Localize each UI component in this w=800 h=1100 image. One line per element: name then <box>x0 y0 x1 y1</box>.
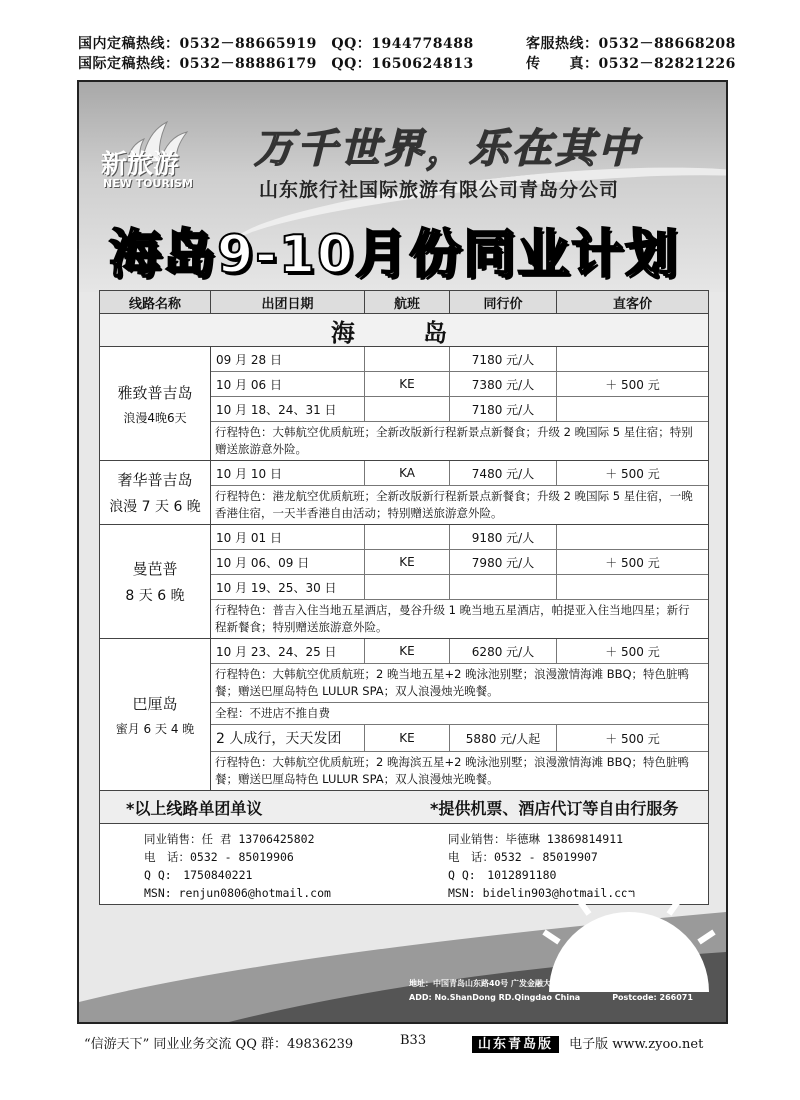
route-name <box>100 525 211 638</box>
price-cell: 7380 元/人 <box>450 372 557 396</box>
sales-phone: 电 话：0532 - 85019906 <box>144 850 294 864</box>
page-title: 海岛9-10月份同业计划 <box>109 225 680 285</box>
flight-cell <box>365 575 450 599</box>
date-cell: 10 月 06 日 <box>211 372 365 396</box>
route-duration: 蜜月 6 天 4 晚 <box>115 721 195 736</box>
tour-table <box>99 290 709 905</box>
route-duration: 浪漫4晚6天 <box>123 410 187 425</box>
date-cell: 09 月 28 日 <box>211 347 365 371</box>
note-left: *以上线路单团单议 <box>126 798 263 818</box>
sales-msn: MSN: bidelin903@hotmail.com <box>448 886 635 900</box>
tour-group <box>100 347 708 461</box>
table-row <box>211 575 708 600</box>
route-title: 奢华普吉岛 <box>117 471 193 489</box>
date-cell: 10 月 23、24、25 日 <box>211 639 365 663</box>
route-duration: 浪漫 7 天 6 晚 <box>109 499 201 515</box>
table-row <box>211 525 708 550</box>
price-cell: 5880 元/人起 <box>450 725 557 751</box>
footer-qq-group: “信游天下” 同业业务交流 QQ 群：49836239 <box>84 1037 354 1052</box>
sales-msn: MSN: renjun0806@hotmail.com <box>144 886 331 900</box>
international-hotline: 国际定稿热线：0532－88886179 QQ：1650624813 <box>78 56 474 72</box>
direct-price-cell: ＋ 500 元 <box>605 377 660 392</box>
table-row <box>211 550 708 575</box>
direct-price-cell <box>557 525 708 549</box>
price-cell: 7180 元/人 <box>450 347 557 371</box>
price-cell: 9180 元/人 <box>450 525 557 549</box>
note-right: *提供机票、酒店代订等自由行服务 <box>430 798 679 818</box>
sales-name: 同业销售：毕德琳 13869814911 <box>448 832 624 846</box>
direct-price-cell <box>557 347 708 371</box>
notes-bar <box>100 791 708 824</box>
col-header: 线路名称 <box>100 291 211 313</box>
address-cn: 地址：中国青岛山东路40号 广发金融大厦7层704室 邮编：266071 <box>409 979 671 988</box>
date-cell: 10 月 19、25、30 日 <box>211 575 365 599</box>
date-cell: 10 月 10 日 <box>211 461 365 485</box>
table-row <box>211 725 708 752</box>
flight-cell: KA <box>365 461 450 485</box>
col-header: 航班 <box>365 291 450 313</box>
sales-name: 同业销售：任 君 13706425802 <box>144 832 315 846</box>
table-row <box>211 347 708 372</box>
col-header: 同行价 <box>450 291 557 313</box>
direct-price-cell: ＋ 500 元 <box>605 731 660 746</box>
page-number: B33 <box>400 1033 427 1048</box>
direct-price-cell <box>557 397 708 421</box>
ad-frame <box>77 80 728 1024</box>
itinerary-feature: 行程特色：大韩航空优质航班；全新改版新行程新景点新餐食；升级 2 晚国际 5 星住宿；特别赠送旅游意外险。 <box>215 425 693 456</box>
logo-text-en: NEW TOURISM <box>103 177 193 190</box>
section-title: 海 岛 <box>100 314 708 347</box>
slogan: 万千世界，乐在其中 <box>254 125 641 172</box>
price-cell <box>450 575 557 599</box>
table-row <box>211 397 708 422</box>
price-cell: 6280 元/人 <box>450 639 557 663</box>
address-en: ADD: No.ShanDong RD.Qingdao China Postcode: 266071 <box>409 993 693 1002</box>
service-hotline: 客服热线：0532－88668208 <box>526 36 736 52</box>
direct-price-cell: ＋ 500 元 <box>605 644 660 659</box>
route-title: 曼芭普 <box>132 560 178 578</box>
itinerary-feature: 行程特色：大韩航空优质航班；2 晚海滨五星+2 晚泳池别墅；浪漫激情海滩 BBQ；特色脏鸭餐；赠送巴厘岛特色 LULUR SPA；双人浪漫烛光晚餐。 <box>215 755 690 786</box>
flight-cell <box>365 397 450 421</box>
flight-cell: KE <box>365 639 450 663</box>
company-name: 山东旅行社国际旅游有限公司青岛分公司 <box>259 179 620 201</box>
direct-price-cell: ＋ 500 元 <box>605 466 660 481</box>
direct-price-cell: ＋ 500 元 <box>605 555 660 570</box>
date-cell: 10 月 01 日 <box>211 525 365 549</box>
flight-cell: KE <box>365 372 450 396</box>
table-row <box>211 372 708 397</box>
col-header: 出团日期 <box>211 291 365 313</box>
itinerary-feature: 行程特色：普吉入住当地五星酒店，曼谷升级 1 晚当地五星酒店，帕提亚入住当地四星；新行程新餐食；特别赠送旅游意外险。 <box>215 603 690 634</box>
itinerary-feature: 行程特色：大韩航空优质航班；2 晚当地五星+2 晚泳池别墅；浪漫激情海滩 BBQ；特色脏鸭餐；赠送巴厘岛特色 LULUR SPA；双人浪漫烛光晚餐。 <box>211 664 708 703</box>
route-duration: 8 天 6 晚 <box>125 588 185 604</box>
tour-group <box>100 525 708 639</box>
edition-badge: 山东青岛版 <box>472 1036 559 1053</box>
route-title: 巴厘岛 <box>132 694 178 713</box>
route-name <box>100 639 211 790</box>
domestic-hotline: 国内定稿热线：0532－88665919 QQ：1944778488 <box>78 36 474 52</box>
route-name <box>100 461 211 524</box>
direct-price-cell <box>557 575 708 599</box>
flight-cell: KE <box>365 725 450 751</box>
sales-qq: Q Q: 1750840221 <box>144 868 253 882</box>
tour-group <box>100 461 708 525</box>
sales-phone: 电 话：0532 - 85019907 <box>448 850 598 864</box>
flight-cell: KE <box>365 550 450 574</box>
date-cell: 10 月 06、09 日 <box>211 550 365 574</box>
itinerary-feature: 行程特色：港龙航空优质航班；全新改版新行程新景点新餐食；升级 2 晚国际 5 星住宿，一晚香港住宿，一天半香港自由活动；特别赠送旅游意外险。 <box>215 489 693 520</box>
route-title: 雅致普吉岛 <box>117 383 193 402</box>
table-header <box>100 291 708 314</box>
date-cell: 2 人成行，天天发团 <box>211 725 365 751</box>
date-cell: 10 月 18、24、31 日 <box>211 397 365 421</box>
price-cell: 7180 元/人 <box>450 397 557 421</box>
website-link[interactable]: 电子版 www.zyoo.net <box>569 1037 704 1052</box>
tour-group-bali <box>100 639 708 791</box>
itinerary-note: 全程：不进店不推自费 <box>211 703 708 725</box>
address-block <box>409 977 693 1005</box>
col-header: 直客价 <box>612 296 652 312</box>
flight-cell <box>365 347 450 371</box>
table-row <box>211 461 708 486</box>
flight-cell <box>365 525 450 549</box>
route-name <box>100 347 211 460</box>
fax-line: 传 真：0532－82821226 <box>526 56 736 72</box>
logo-text-cn: 新旅游 <box>101 150 180 180</box>
price-cell: 7480 元/人 <box>450 461 557 485</box>
price-cell: 7980 元/人 <box>450 550 557 574</box>
footer-brand-wrap <box>472 1033 703 1052</box>
sales-qq: Q Q: 1012891180 <box>448 868 557 882</box>
table-row <box>211 639 708 664</box>
